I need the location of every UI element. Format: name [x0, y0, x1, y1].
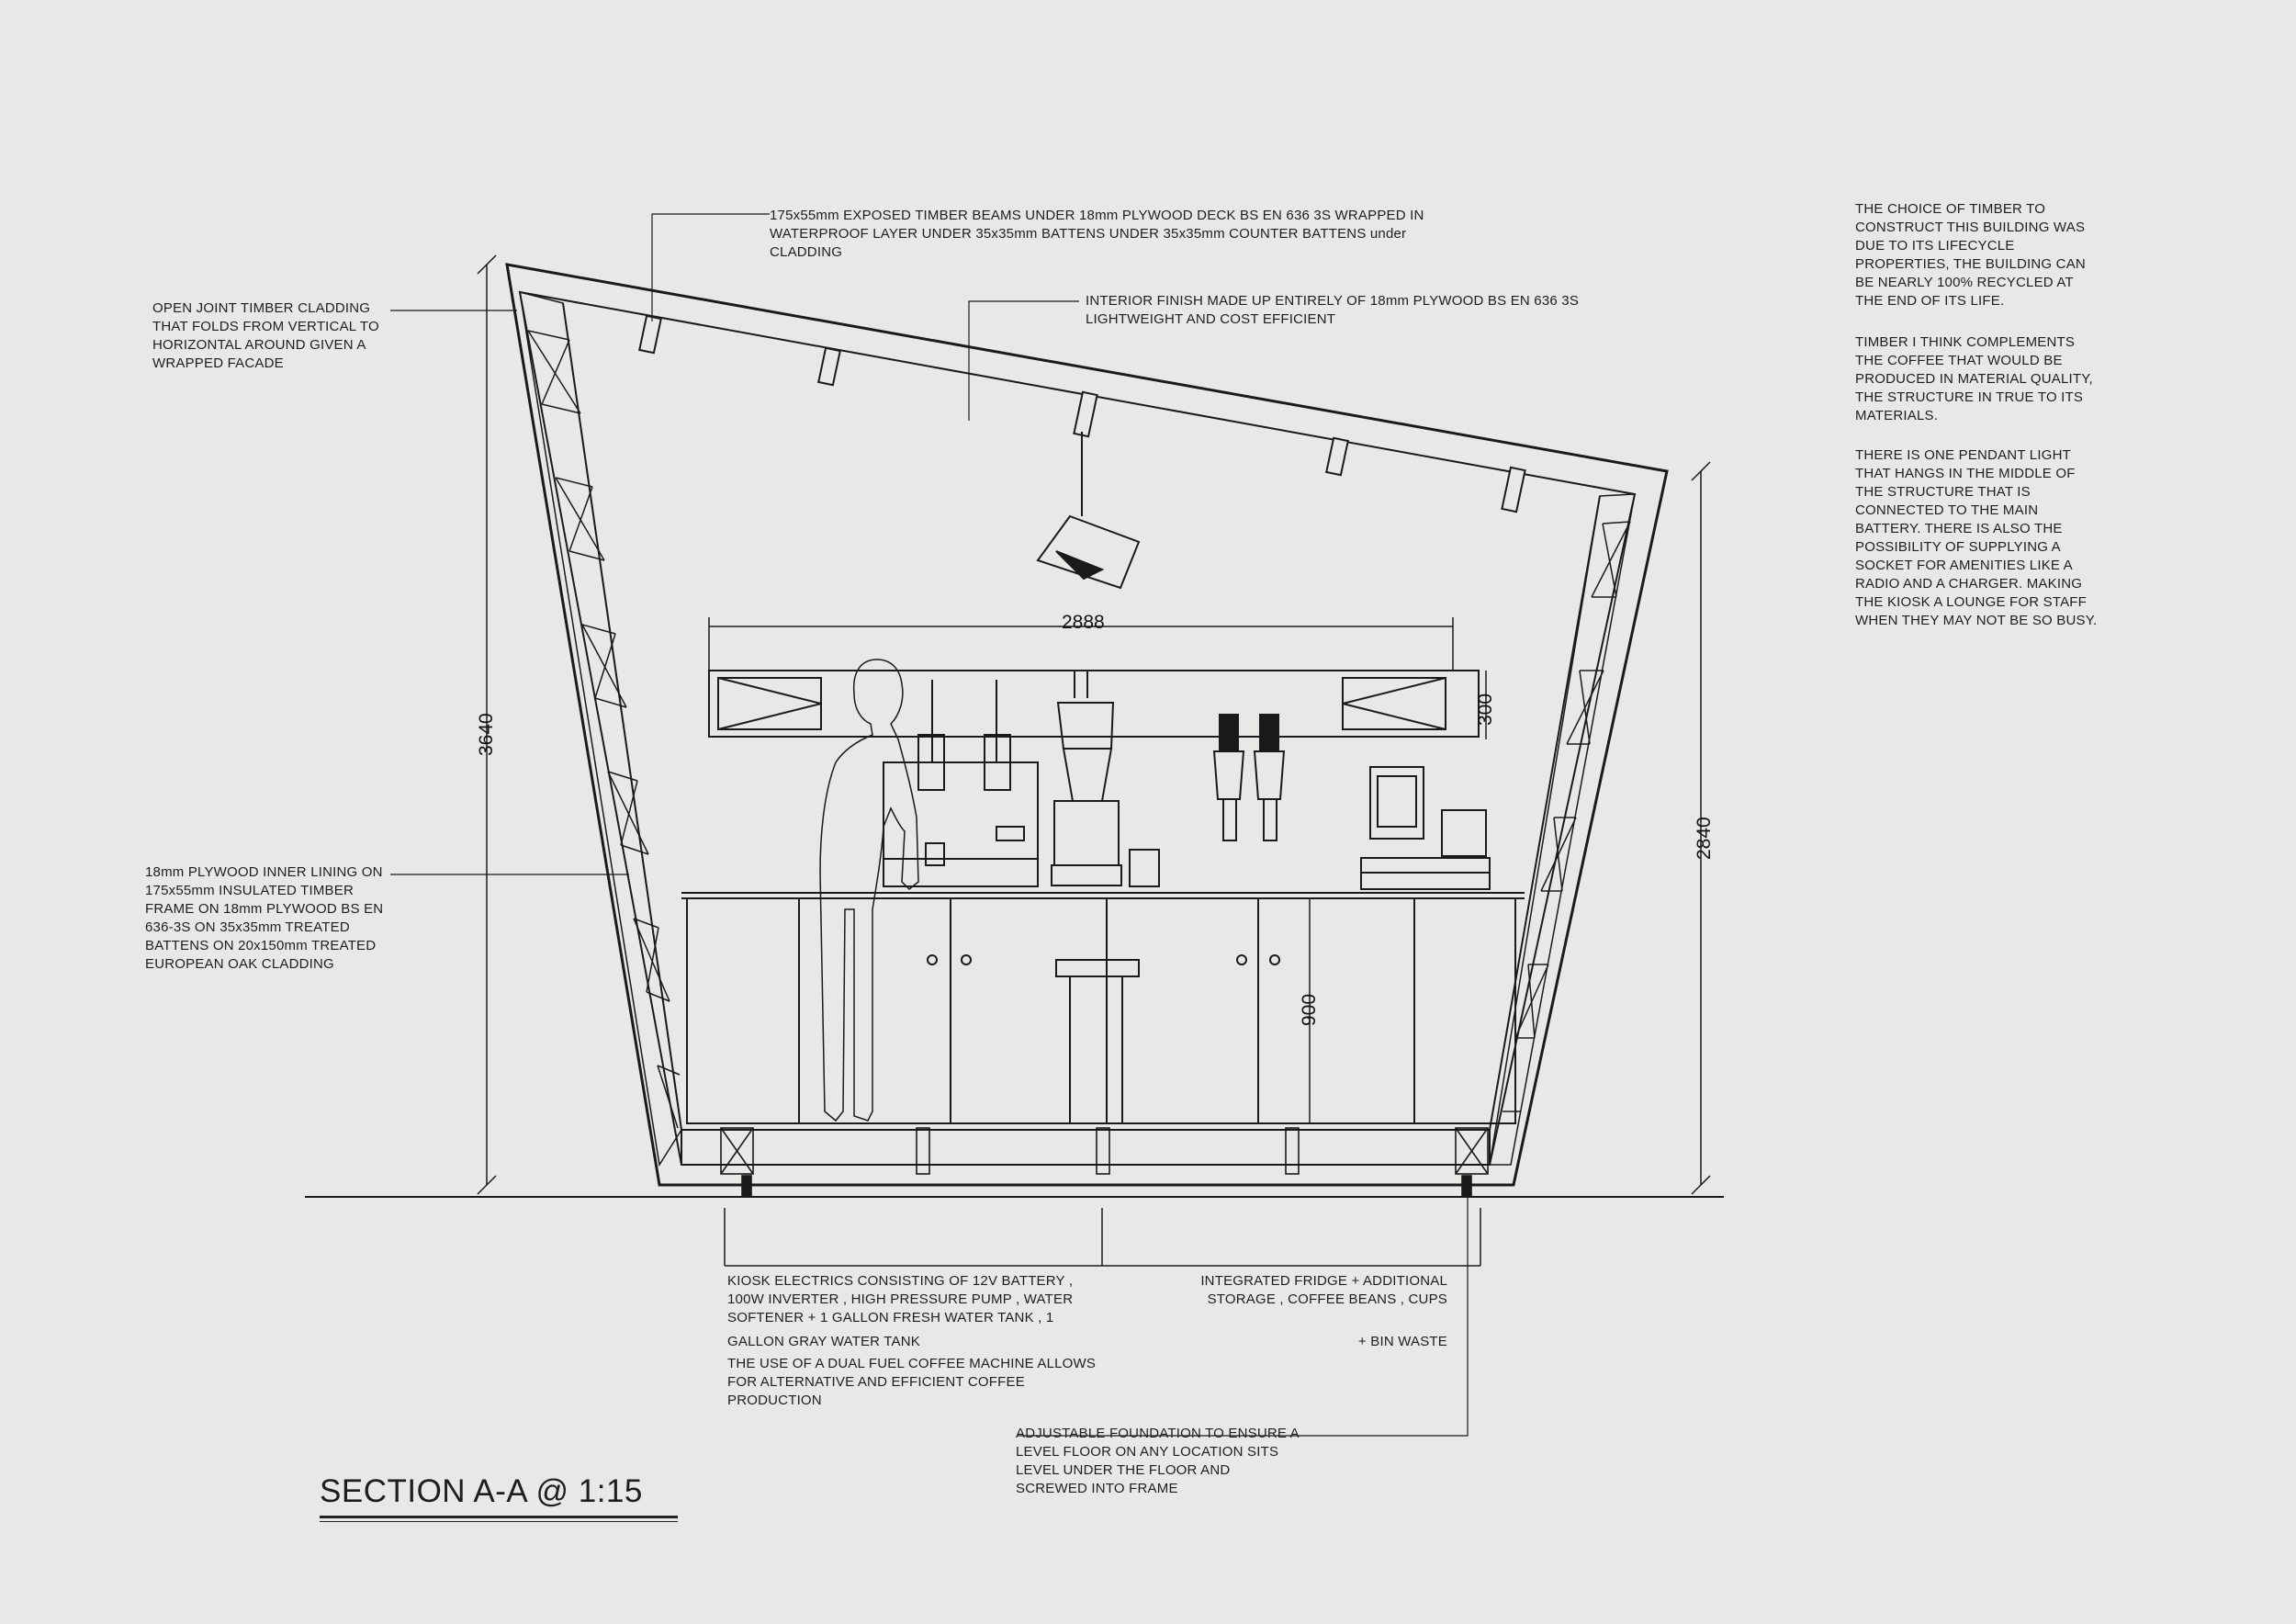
till: [1361, 767, 1490, 889]
note-bin: + BIN WASTE: [1357, 1334, 1447, 1349]
title-underline-thin: [320, 1521, 678, 1522]
note-coffee-machine: THE USE OF A DUAL FUEL COFFEE MACHINE ALLOWS FOR ALTERNATIVE AND EFFICIENT COFFEE PRODUCTION: [727, 1356, 1097, 1408]
section-title: SECTION A-A @ 1:15: [320, 1473, 643, 1509]
coffee-machine: [884, 680, 1038, 886]
counter: [681, 893, 1525, 1123]
pendant-light: [1038, 432, 1139, 588]
barista-figure: [820, 660, 918, 1121]
note-timber-beams: 175x55mm EXPOSED TIMBER BEAMS UNDER 18mm PLYWOOD DECK BS EN 636 3S WRAPPED IN WATERPROOF LAYER UNDER 35x35mm BATTENS UNDER 35x35mm COUNTER BATTENS under CLADDING: [770, 208, 1424, 260]
dim-counter-height: 900: [1299, 993, 1320, 1026]
note-electrics-2: GALLON GRAY WATER TANK: [727, 1334, 920, 1349]
side-text-timber-choice: THE CHOICE OF TIMBER TO CONSTRUCT THIS BUILDING WAS DUE TO ITS LIFECYCLE PROPERTIES, THE BUILDING CAN BE NEARLY 100% RECYCLED AT THE END OF ITS LIFE.: [1855, 201, 2086, 309]
leader-lines: [390, 214, 1468, 1436]
dim-shelf-width: 2888: [1062, 612, 1105, 633]
note-cladding: OPEN JOINT TIMBER CLADDING THAT FOLDS FROM VERTICAL TO HORIZONTAL AROUND GIVEN A WRAPPED FACADE: [152, 300, 379, 371]
milk-pitchers: [1214, 715, 1284, 840]
note-foundation: ADJUSTABLE FOUNDATION TO ENSURE A LEVEL FLOOR ON ANY LOCATION SITS LEVEL UNDER THE FLOOR AND SCREWED INTO FRAME: [1016, 1426, 1300, 1496]
note-fridge: INTEGRATED FRIDGE + ADDITIONAL STORAGE , COFFEE BEANS , CUPS: [1200, 1273, 1447, 1307]
note-electrics-1: KIOSK ELECTRICS CONSISTING OF 12V BATTERY , 100W INVERTER , HIGH PRESSURE PUMP , WATER SOFTENER + 1 GALLON FRESH WATER TANK , 1: [727, 1273, 1074, 1325]
dim-overall-height: 3640: [476, 713, 497, 756]
title-underline: [320, 1516, 678, 1518]
coffee-grinder: [1052, 703, 1159, 886]
side-text-timber-quality: TIMBER I THINK COMPLEMENTS THE COFFEE THAT WOULD BE PRODUCED IN MATERIAL QUALITY, THE STRUCTURE IN TRUE TO ITS MATERIALS.: [1855, 334, 2093, 423]
dim-shelf-height: 300: [1475, 693, 1496, 726]
dim-right-height: 2840: [1694, 817, 1715, 860]
note-inner-lining: 18mm PLYWOOD INNER LINING ON 175x55mm INSULATED TIMBER FRAME ON 18mm PLYWOOD BS EN 636-3S ON 35x35mm TREATED BATTENS ON 20x150mm TREATED EUROPEAN OAK CLADDING: [145, 864, 384, 972]
side-text-pendant-light: THERE IS ONE PENDANT LIGHT THAT HANGS IN THE MIDDLE OF THE STRUCTURE THAT IS CONNECTED TO THE MAIN BATTERY. THERE IS ALSO THE POSSIBILITY OF SUPPLYING A SOCKET FOR AMENITIES LIKE A RADIO AND A CHARGER. MAKING THE KIOSK A LOUNGE FOR STAFF WHEN THEY MAY NOT BE SO BUSY.: [1855, 447, 2098, 628]
note-interior-finish: INTERIOR FINISH MADE UP ENTIRELY OF 18mm PLYWOOD BS EN 636 3S LIGHTWEIGHT AND COST EFFICIENT: [1086, 293, 1580, 327]
